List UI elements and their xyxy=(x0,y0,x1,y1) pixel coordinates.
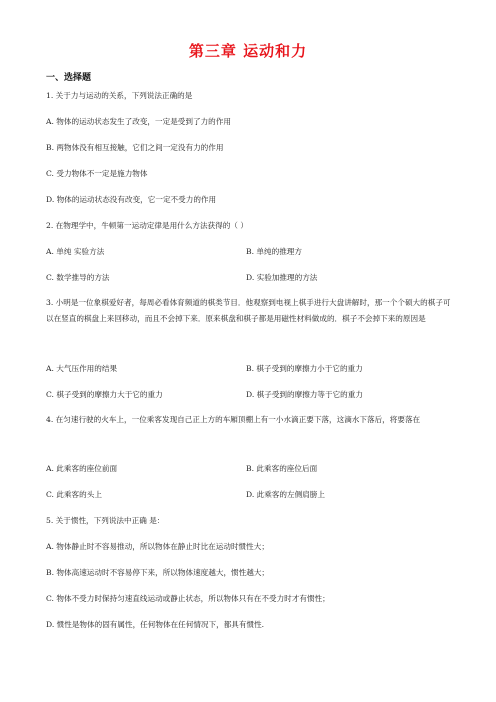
question-2-stem: 2. 在物理学中，牛顿第一运动定律是用什么方法获得的（ ） xyxy=(46,221,248,230)
question-4-stem: 4. 在匀速行驶的火车上，一位乘客发现自己正上方的车厢顶棚上有一小水滴正要下落，这滴水下落后，将要落在 xyxy=(46,415,421,424)
question-5-option-a: A. 物体静止时不容易推动，所以物体在静止时比在运动时惯性大； xyxy=(46,542,269,551)
question-4-option-a: A. 此乘客的座位前面 xyxy=(46,464,118,473)
question-1-option-b: B. 两物体没有相互接触，它们之间一定没有力的作用 xyxy=(46,143,224,152)
question-5-option-c: C. 物体不受力时保持匀速直线运动或静止状态，所以物体只有在不受力时才有惯性； xyxy=(46,594,330,603)
question-3-stem: 3. 小明是一位象棋爱好者，每周必看体育频道的棋类节目．他观察到电视上棋手进行大盘讲解时，那一个个硕大的棋子可以在竖直的棋盘上来回移动，而且不会掉下来．原来棋盘和棋子都是用磁性材料做成的．棋子不会掉下来的原因是 xyxy=(46,298,451,323)
question-1-option-d: D. 物体的运动状态没有改变，它一定不受力的作用 xyxy=(46,195,217,204)
question-3-option-a: A. 大气压作用的结果 xyxy=(46,364,118,373)
question-1-option-c: C. 受力物体不一定是施力物体 xyxy=(46,169,148,178)
question-1-option-a: A. 物体的运动状态发生了改变，一定是受到了力的作用 xyxy=(46,117,231,126)
question-2-option-a: A. 单纯 实验方法 xyxy=(46,247,105,256)
question-2-option-d: D. 实验加推理的方法 xyxy=(246,273,318,282)
question-4-option-c: C. 此乘客的头上 xyxy=(46,490,102,499)
question-4-option-d: D. 此乘客的左侧肩膀上 xyxy=(246,490,325,499)
question-1-stem: 1. 关于力与运动的关系，下列说法正确的是 xyxy=(46,91,193,100)
question-2-option-c: C. 数学推导的方法 xyxy=(46,273,110,282)
question-5-stem: 5. 关于惯性，下列说法中正确 是： xyxy=(46,516,165,525)
question-3-option-d: D. 棋子受到的摩擦力等于它的重力 xyxy=(246,390,363,399)
section-heading: 一、选择题 xyxy=(46,73,92,83)
question-3-option-c: C. 棋子受到的摩擦力大于它的重力 xyxy=(46,390,163,399)
question-4-option-b: B. 此乘客的座位后面 xyxy=(246,464,318,473)
chapter-title: 第三章 运动和力 xyxy=(188,42,308,60)
question-5-option-b: B. 物体高速运动时不容易停下来，所以物体速度越大，惯性越大； xyxy=(46,568,270,577)
question-5-option-d: D. 惯性是物体的固有属性，任何物体在任何情况下，都具有惯性. xyxy=(46,620,265,629)
question-3-option-b: B. 棋子受到的摩擦力小于它的重力 xyxy=(246,364,363,373)
question-2-option-b: B. 单纯的推理方 xyxy=(246,247,302,256)
